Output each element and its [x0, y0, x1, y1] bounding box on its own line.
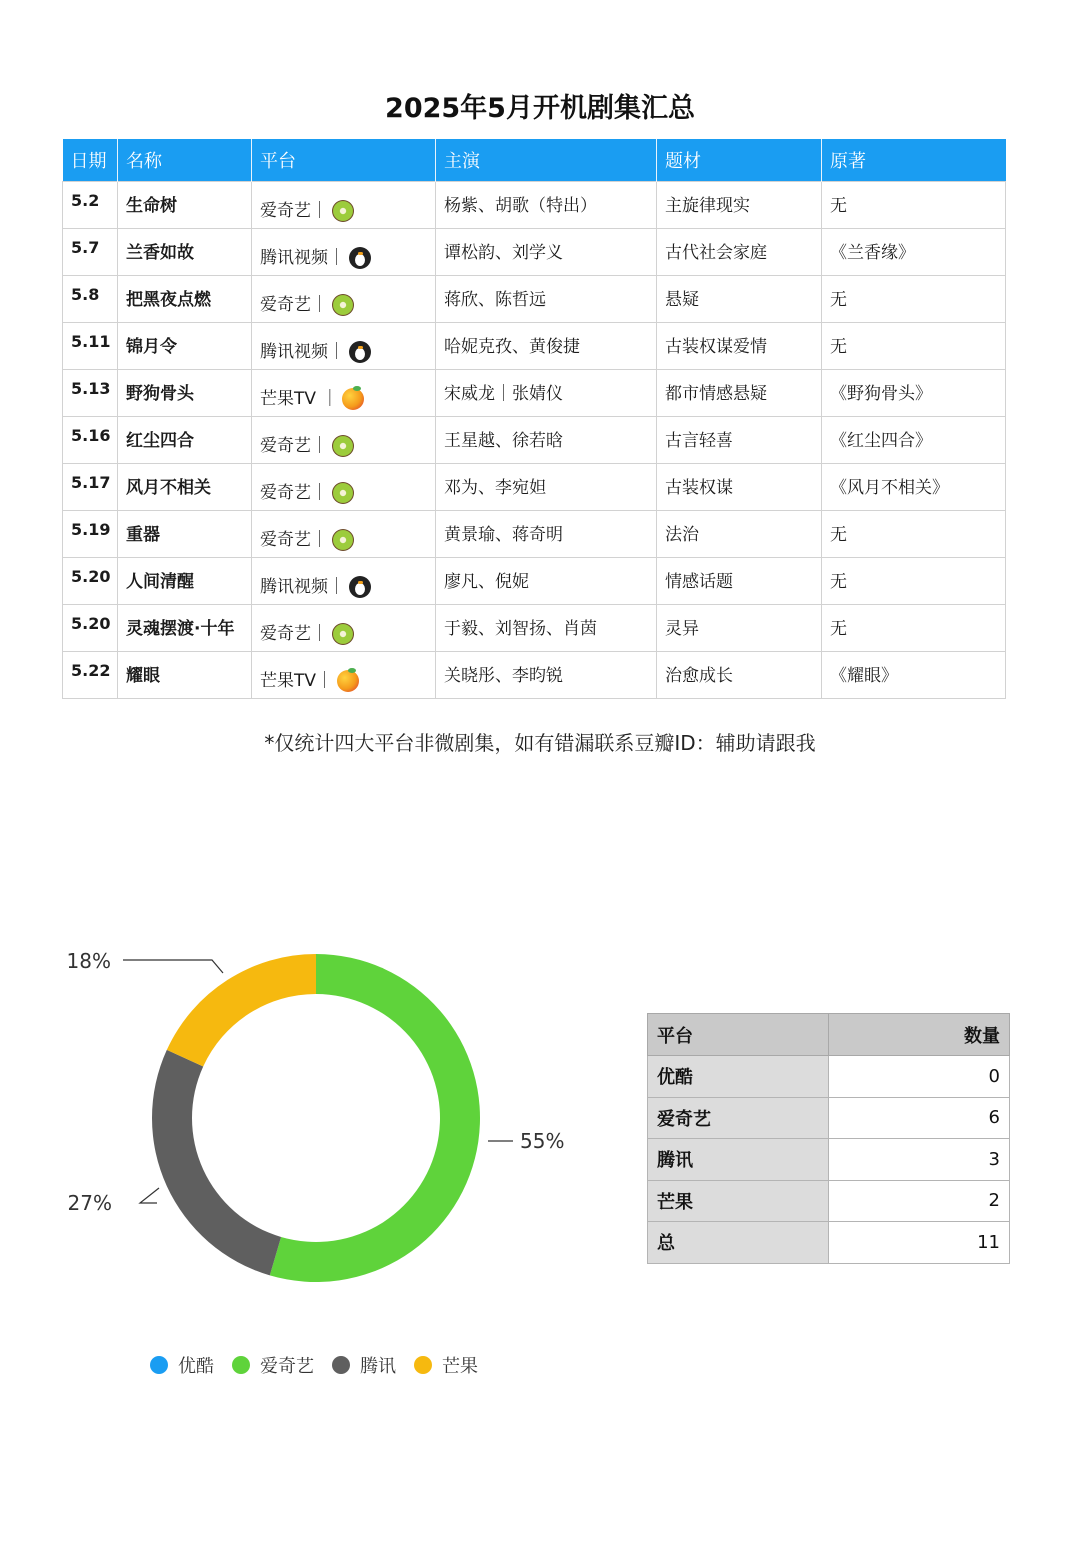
- legend-label: 爱奇艺: [260, 1356, 314, 1377]
- cell-cast: 关晓彤、李昀锐: [436, 651, 657, 698]
- cell-platform: [252, 275, 436, 322]
- count-platform: 腾讯: [648, 1139, 829, 1181]
- platform-label: 芒果TV｜: [260, 670, 334, 691]
- cell-date: 5.20: [63, 604, 118, 651]
- cell-name: 锦月令: [118, 322, 252, 369]
- mango-icon: [342, 388, 364, 410]
- legend-swatch: [150, 1356, 168, 1374]
- legend-item: [414, 1352, 478, 1378]
- cell-name: 人间清醒: [118, 557, 252, 604]
- platform-label: 芒果TV ｜: [260, 388, 339, 409]
- cell-original: 无: [822, 510, 1006, 557]
- leader-line: [140, 1188, 159, 1203]
- cell-name: 红尘四合: [118, 416, 252, 463]
- cell-genre: 古装权谋: [657, 463, 822, 510]
- count-row: [648, 1139, 1010, 1181]
- count-platform: 优酷: [648, 1056, 829, 1098]
- drama-table-body: [63, 181, 1006, 698]
- cell-original: 《红尘四合》: [822, 416, 1006, 463]
- cell-genre: 古装权谋爱情: [657, 322, 822, 369]
- count-header-platform: 平台: [648, 1014, 829, 1056]
- count-row: [648, 1056, 1010, 1098]
- cell-genre: 灵异: [657, 604, 822, 651]
- cell-platform: [252, 228, 436, 275]
- table-row: [63, 275, 1006, 322]
- footnote: *仅统计四大平台非微剧集，如有错漏联系豆瓣ID：辅助请跟我: [264, 731, 816, 755]
- legend-label: 优酷: [178, 1356, 214, 1377]
- cell-cast: 杨紫、胡歌（特出）: [436, 181, 657, 228]
- count-value: 2: [829, 1180, 1010, 1222]
- legend-label: 腾讯: [360, 1356, 396, 1377]
- header-platform: 平台: [252, 139, 436, 181]
- cell-name: 重器: [118, 510, 252, 557]
- cell-original: 无: [822, 181, 1006, 228]
- cell-genre: 都市情感悬疑: [657, 369, 822, 416]
- header-name: 名称: [118, 139, 252, 181]
- cell-original: 《野狗骨头》: [822, 369, 1006, 416]
- kiwi-icon: [332, 435, 354, 457]
- cell-date: 5.11: [63, 322, 118, 369]
- cell-original: 《耀眼》: [822, 651, 1006, 698]
- cell-genre: 情感话题: [657, 557, 822, 604]
- platform-label: 爱奇艺｜: [260, 623, 328, 644]
- count-table-body: [648, 1056, 1010, 1264]
- donut-chart: [40, 925, 600, 1325]
- cell-date: 5.22: [63, 651, 118, 698]
- page-title: 2025年5月开机剧集汇总: [385, 93, 695, 124]
- platform-label: 腾讯视频｜: [260, 576, 345, 597]
- percent-label: 27%: [67, 1191, 112, 1215]
- table-row: [63, 322, 1006, 369]
- donut-slice-腾讯: [152, 1050, 281, 1275]
- platform-label: 爱奇艺｜: [260, 529, 328, 550]
- cell-original: 无: [822, 557, 1006, 604]
- cell-cast: 黄景瑜、蒋奇明: [436, 510, 657, 557]
- drama-table: [62, 139, 1006, 699]
- cell-genre: 悬疑: [657, 275, 822, 322]
- table-row: [63, 604, 1006, 651]
- cell-date: 5.7: [63, 228, 118, 275]
- table-header-row: [63, 139, 1006, 181]
- count-value: 11: [829, 1222, 1010, 1264]
- cell-name: 耀眼: [118, 651, 252, 698]
- kiwi-icon: [332, 294, 354, 316]
- platform-label: 爱奇艺｜: [260, 294, 328, 315]
- cell-genre: 古代社会家庭: [657, 228, 822, 275]
- cell-genre: 古言轻喜: [657, 416, 822, 463]
- cell-platform: [252, 369, 436, 416]
- donut-slice-芒果: [167, 954, 316, 1066]
- mango-icon: [337, 670, 359, 692]
- count-row: [648, 1222, 1010, 1264]
- cell-platform: [252, 416, 436, 463]
- legend-swatch: [232, 1356, 250, 1374]
- kiwi-icon: [332, 529, 354, 551]
- count-value: 6: [829, 1097, 1010, 1139]
- table-row: [63, 651, 1006, 698]
- legend-item: [150, 1352, 214, 1378]
- cell-cast: 蒋欣、陈哲远: [436, 275, 657, 322]
- cell-name: 把黑夜点燃: [118, 275, 252, 322]
- chart-legend: [150, 1352, 478, 1378]
- table-row: [63, 416, 1006, 463]
- count-value: 0: [829, 1056, 1010, 1098]
- platform-label: 爱奇艺｜: [260, 482, 328, 503]
- legend-swatch: [332, 1356, 350, 1374]
- penguin-icon: [349, 576, 371, 598]
- table-row: [63, 510, 1006, 557]
- penguin-icon: [349, 341, 371, 363]
- cell-original: 无: [822, 604, 1006, 651]
- cell-name: 风月不相关: [118, 463, 252, 510]
- cell-name: 灵魂摆渡·十年: [118, 604, 252, 651]
- percent-label: 18%: [66, 949, 111, 973]
- count-header-row: [648, 1014, 1010, 1056]
- count-platform: 总: [648, 1222, 829, 1264]
- cell-original: 《兰香缘》: [822, 228, 1006, 275]
- cell-cast: 于毅、刘智扬、肖茵: [436, 604, 657, 651]
- platform-label: 腾讯视频｜: [260, 247, 345, 268]
- cell-original: 《风月不相关》: [822, 463, 1006, 510]
- legend-label: 芒果: [442, 1356, 478, 1377]
- cell-platform: [252, 651, 436, 698]
- donut-slice-爱奇艺: [270, 954, 480, 1282]
- count-value: 3: [829, 1139, 1010, 1181]
- cell-cast: 宋威龙｜张婧仪: [436, 369, 657, 416]
- platform-label: 爱奇艺｜: [260, 200, 328, 221]
- cell-cast: 哈妮克孜、黄俊捷: [436, 322, 657, 369]
- table-row: [63, 181, 1006, 228]
- header-date: 日期: [63, 139, 118, 181]
- count-platform: 芒果: [648, 1180, 829, 1222]
- cell-platform: [252, 181, 436, 228]
- legend-swatch: [414, 1356, 432, 1374]
- leader-line: [123, 960, 223, 973]
- cell-platform: [252, 510, 436, 557]
- table-row: [63, 369, 1006, 416]
- cell-original: 无: [822, 275, 1006, 322]
- table-row: [63, 228, 1006, 275]
- penguin-icon: [349, 247, 371, 269]
- cell-cast: 邓为、李宛妲: [436, 463, 657, 510]
- cell-genre: 治愈成长: [657, 651, 822, 698]
- kiwi-icon: [332, 623, 354, 645]
- percent-label: 55%: [520, 1129, 565, 1153]
- kiwi-icon: [332, 482, 354, 504]
- platform-label: 腾讯视频｜: [260, 341, 345, 362]
- count-row: [648, 1097, 1010, 1139]
- cell-name: 兰香如故: [118, 228, 252, 275]
- cell-platform: [252, 604, 436, 651]
- header-cast: 主演: [436, 139, 657, 181]
- cell-genre: 法治: [657, 510, 822, 557]
- cell-name: 生命树: [118, 181, 252, 228]
- cell-date: 5.8: [63, 275, 118, 322]
- cell-cast: 王星越、徐若晗: [436, 416, 657, 463]
- count-header-count: 数量: [829, 1014, 1010, 1056]
- cell-date: 5.19: [63, 510, 118, 557]
- table-row: [63, 463, 1006, 510]
- cell-platform: [252, 322, 436, 369]
- cell-cast: 廖凡、倪妮: [436, 557, 657, 604]
- cell-date: 5.16: [63, 416, 118, 463]
- header-genre: 题材: [657, 139, 822, 181]
- cell-platform: [252, 463, 436, 510]
- cell-date: 5.2: [63, 181, 118, 228]
- platform-count-table: [647, 1013, 1010, 1264]
- cell-name: 野狗骨头: [118, 369, 252, 416]
- header-original: 原著: [822, 139, 1006, 181]
- legend-item: [332, 1352, 396, 1378]
- count-platform: 爱奇艺: [648, 1097, 829, 1139]
- table-row: [63, 557, 1006, 604]
- legend-item: [232, 1352, 314, 1378]
- cell-genre: 主旋律现实: [657, 181, 822, 228]
- cell-platform: [252, 557, 436, 604]
- kiwi-icon: [332, 200, 354, 222]
- cell-date: 5.20: [63, 557, 118, 604]
- cell-date: 5.13: [63, 369, 118, 416]
- cell-cast: 谭松韵、刘学义: [436, 228, 657, 275]
- cell-date: 5.17: [63, 463, 118, 510]
- platform-label: 爱奇艺｜: [260, 435, 328, 456]
- cell-original: 无: [822, 322, 1006, 369]
- count-row: [648, 1180, 1010, 1222]
